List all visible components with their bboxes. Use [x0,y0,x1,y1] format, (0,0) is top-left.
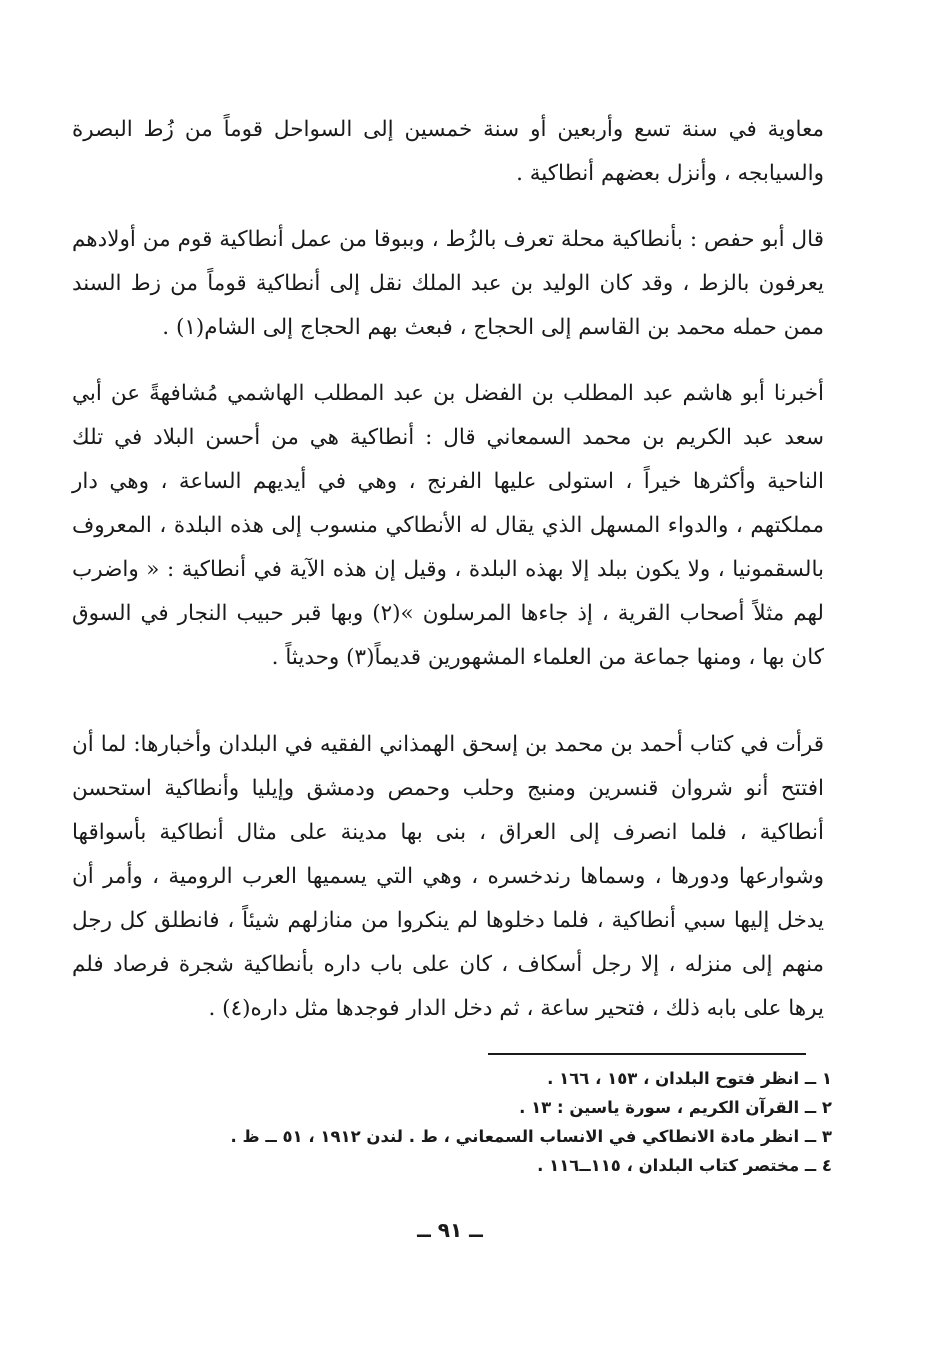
footnote-divider [488,1053,806,1055]
footnotes-list [230,1064,832,1180]
footnote-2: ٢ ــ القرآن الكريم ، سورة ياسين : ١٣ . [519,1098,832,1117]
page-number: ــ ٩١ ــ [417,1218,483,1242]
footnote-1: ١ ــ انظر فتوح البلدان ، ١٥٣ ، ١٦٦ . [547,1069,832,1088]
paragraph-4: قرأت في كتاب أحمد بن محمد بن إسحق الهمذاني الفقيه في البلدان وأخبارها: لما أن افتتح أنو شروان قنسرين ومنبج وحلب وحمص ودمشق وإيليا وأنطاكية استحسن أنطاكية ، فلما انصرف إلى العراق ، بنى بها مدينة على مثال أنطاكية بأسواقها وشوارعها ودورها ، وسماها رندخسره ، وهي التي يسميها العرب الرومية ، وأمر أن يدخل إليها سبي أنطاكية ، فلما دخلوها لم ينكروا من منازلهم شيئاً ، فانطلق كل رجل منهم إلى منزله ، إلا رجل أسكاف ، كان على باب داره بأنطاكية شجرة فرصاد فلم يرها على بابه ذلك ، فتحير ساعة ، ثم دخل الدار فوجدها مثل داره(٤) . [72,732,824,1021]
footnote-3: ٣ ــ انظر مادة الانطاكي في الانساب السمعاني ، ط . لندن ١٩١٢ ، ٥١ ــ ظ . [230,1127,832,1146]
paragraph-2: قال أبو حفص : بأنطاكية محلة تعرف بالزُط ، وببوقا من عمل أنطاكية قوم من أولادهم يعرفون بالزط ، وقد كان الوليد بن عبد الملك نقل إلى أنطاكية قوماً من زط السند ممن حمله محمد بن القاسم إلى الحجاج ، فبعث بهم الحجاج إلى الشام(١) . [72,227,824,340]
paragraph-3: أخبرنا أبو هاشم عبد المطلب بن الفضل بن عبد المطلب الهاشمي مُشافهةً عن أبي سعد عبد الكريم بن محمد السمعاني قال : أنطاكية هي من أحسن البلاد في تلك الناحية وأكثرها خيراً ، استولى عليها الفرنج ، وهي في أيديهم الساعة ، وهي دار مملكتهم ، والدواء المسهل الذي يقال له الأنطاكي منسوب إلى هذه البلدة ، المعروف بالسقمونيا ، ولا يكون ببلد إلا بهذه البلدة ، وقيل إن هذه الآية في أنطاكية : « واضرب لهم مثلاً أصحاب القرية ، إذ جاءها المرسلون »(٢) وبها قبر حبيب النجار في السوق كان بها ، ومنها جماعة من العلماء المشهورين قديماً(٣) وحديثاً . [72,381,824,670]
paragraph-1: معاوية في سنة تسع وأربعين أو سنة خمسين إلى السواحل قوماً من زُط البصرة والسيابجه ، وأنزل بعضهم أنطاكية . [72,117,824,186]
footnote-4: ٤ ــ مختصر كتاب البلدان ، ١١٥ــ١١٦ . [537,1156,832,1175]
